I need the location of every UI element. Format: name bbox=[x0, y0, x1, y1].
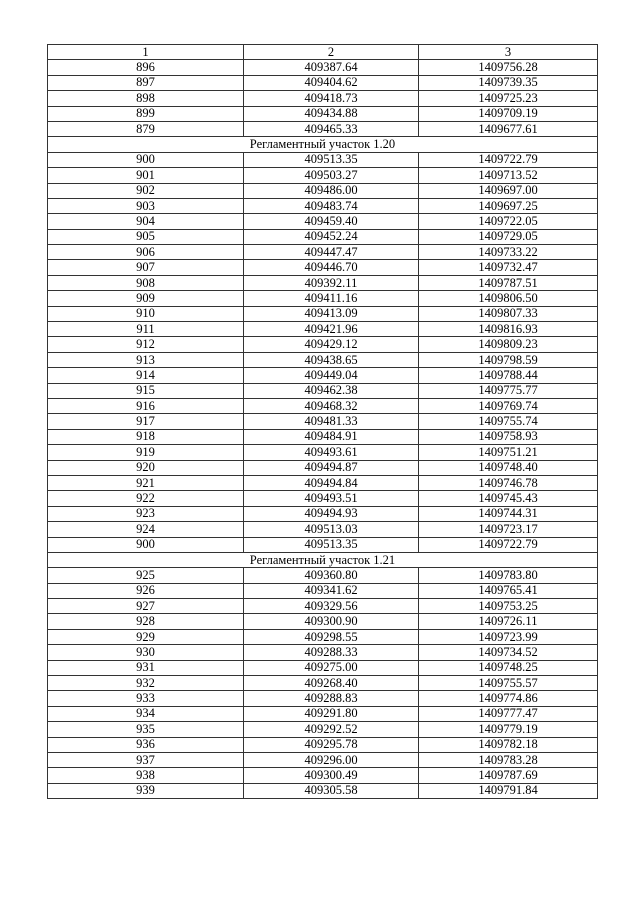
x-coordinate-cell: 409493.51 bbox=[244, 491, 419, 506]
table-row bbox=[48, 152, 598, 167]
x-coordinate-cell: 409404.62 bbox=[244, 75, 419, 90]
table-row bbox=[48, 737, 598, 752]
table-row bbox=[48, 691, 598, 706]
table-row bbox=[48, 537, 598, 552]
y-coordinate-cell: 1409798.59 bbox=[419, 352, 598, 367]
x-coordinate-cell: 409483.74 bbox=[244, 198, 419, 213]
table-row bbox=[48, 198, 598, 213]
table-body bbox=[48, 45, 598, 799]
table-row bbox=[48, 614, 598, 629]
point-number-cell: 932 bbox=[48, 676, 244, 691]
point-number-cell: 929 bbox=[48, 629, 244, 644]
point-number-cell: 913 bbox=[48, 352, 244, 367]
x-coordinate-cell: 409341.62 bbox=[244, 583, 419, 598]
y-coordinate-cell: 1409677.61 bbox=[419, 121, 598, 136]
point-number-cell: 910 bbox=[48, 306, 244, 321]
point-number-cell: 905 bbox=[48, 229, 244, 244]
x-coordinate-cell: 409275.00 bbox=[244, 660, 419, 675]
y-coordinate-cell: 1409751.21 bbox=[419, 445, 598, 460]
x-coordinate-cell: 409484.91 bbox=[244, 429, 419, 444]
table-row bbox=[48, 368, 598, 383]
x-coordinate-cell: 409291.80 bbox=[244, 706, 419, 721]
point-number-cell: 904 bbox=[48, 214, 244, 229]
x-coordinate-cell: 409446.70 bbox=[244, 260, 419, 275]
y-coordinate-cell: 1409722.79 bbox=[419, 537, 598, 552]
table-row bbox=[48, 60, 598, 75]
section-row bbox=[48, 552, 598, 567]
x-coordinate-cell: 409513.35 bbox=[244, 152, 419, 167]
y-coordinate-cell: 1409745.43 bbox=[419, 491, 598, 506]
y-coordinate-cell: 1409787.69 bbox=[419, 768, 598, 783]
table-row bbox=[48, 599, 598, 614]
x-coordinate-cell: 409288.33 bbox=[244, 645, 419, 660]
table-row bbox=[48, 645, 598, 660]
table-row bbox=[48, 214, 598, 229]
table-row bbox=[48, 522, 598, 537]
x-coordinate-cell: 409459.40 bbox=[244, 214, 419, 229]
table-row bbox=[48, 121, 598, 136]
x-coordinate-cell: 409288.83 bbox=[244, 691, 419, 706]
column-header-3: 3 bbox=[419, 45, 598, 60]
y-coordinate-cell: 1409722.05 bbox=[419, 214, 598, 229]
x-coordinate-cell: 409468.32 bbox=[244, 398, 419, 413]
point-number-cell: 918 bbox=[48, 429, 244, 444]
table-row bbox=[48, 75, 598, 90]
x-coordinate-cell: 409462.38 bbox=[244, 383, 419, 398]
point-number-cell: 917 bbox=[48, 414, 244, 429]
y-coordinate-cell: 1409722.79 bbox=[419, 152, 598, 167]
y-coordinate-cell: 1409723.17 bbox=[419, 522, 598, 537]
table-row bbox=[48, 337, 598, 352]
point-number-cell: 897 bbox=[48, 75, 244, 90]
point-number-cell: 914 bbox=[48, 368, 244, 383]
y-coordinate-cell: 1409734.52 bbox=[419, 645, 598, 660]
x-coordinate-cell: 409268.40 bbox=[244, 676, 419, 691]
point-number-cell: 909 bbox=[48, 291, 244, 306]
y-coordinate-cell: 1409756.28 bbox=[419, 60, 598, 75]
table-row bbox=[48, 783, 598, 798]
point-number-cell: 900 bbox=[48, 152, 244, 167]
y-coordinate-cell: 1409774.86 bbox=[419, 691, 598, 706]
table-row bbox=[48, 475, 598, 490]
point-number-cell: 919 bbox=[48, 445, 244, 460]
y-coordinate-cell: 1409744.31 bbox=[419, 506, 598, 521]
point-number-cell: 906 bbox=[48, 245, 244, 260]
y-coordinate-cell: 1409723.99 bbox=[419, 629, 598, 644]
x-coordinate-cell: 409411.16 bbox=[244, 291, 419, 306]
x-coordinate-cell: 409452.24 bbox=[244, 229, 419, 244]
point-number-cell: 939 bbox=[48, 783, 244, 798]
y-coordinate-cell: 1409779.19 bbox=[419, 722, 598, 737]
point-number-cell: 927 bbox=[48, 599, 244, 614]
table-row bbox=[48, 183, 598, 198]
table-row bbox=[48, 752, 598, 767]
x-coordinate-cell: 409298.55 bbox=[244, 629, 419, 644]
y-coordinate-cell: 1409753.25 bbox=[419, 599, 598, 614]
y-coordinate-cell: 1409777.47 bbox=[419, 706, 598, 721]
y-coordinate-cell: 1409755.74 bbox=[419, 414, 598, 429]
point-number-cell: 920 bbox=[48, 460, 244, 475]
y-coordinate-cell: 1409791.84 bbox=[419, 783, 598, 798]
y-coordinate-cell: 1409816.93 bbox=[419, 322, 598, 337]
table-row bbox=[48, 676, 598, 691]
point-number-cell: 930 bbox=[48, 645, 244, 660]
point-number-cell: 926 bbox=[48, 583, 244, 598]
point-number-cell: 903 bbox=[48, 198, 244, 213]
point-number-cell: 921 bbox=[48, 475, 244, 490]
y-coordinate-cell: 1409809.23 bbox=[419, 337, 598, 352]
table-row bbox=[48, 722, 598, 737]
x-coordinate-cell: 409434.88 bbox=[244, 106, 419, 121]
x-coordinate-cell: 409481.33 bbox=[244, 414, 419, 429]
point-number-cell: 924 bbox=[48, 522, 244, 537]
x-coordinate-cell: 409421.96 bbox=[244, 322, 419, 337]
x-coordinate-cell: 409513.35 bbox=[244, 537, 419, 552]
point-number-cell: 900 bbox=[48, 537, 244, 552]
table-row bbox=[48, 583, 598, 598]
column-header-2: 2 bbox=[244, 45, 419, 60]
section-title: Регламентный участок 1.21 bbox=[48, 552, 598, 567]
y-coordinate-cell: 1409733.22 bbox=[419, 245, 598, 260]
y-coordinate-cell: 1409758.93 bbox=[419, 429, 598, 444]
point-number-cell: 908 bbox=[48, 275, 244, 290]
point-number-cell: 928 bbox=[48, 614, 244, 629]
table-row bbox=[48, 229, 598, 244]
table-row bbox=[48, 291, 598, 306]
y-coordinate-cell: 1409732.47 bbox=[419, 260, 598, 275]
table-row bbox=[48, 398, 598, 413]
y-coordinate-cell: 1409775.77 bbox=[419, 383, 598, 398]
x-coordinate-cell: 409494.87 bbox=[244, 460, 419, 475]
y-coordinate-cell: 1409755.57 bbox=[419, 676, 598, 691]
x-coordinate-cell: 409493.61 bbox=[244, 445, 419, 460]
y-coordinate-cell: 1409739.35 bbox=[419, 75, 598, 90]
point-number-cell: 915 bbox=[48, 383, 244, 398]
x-coordinate-cell: 409449.04 bbox=[244, 368, 419, 383]
y-coordinate-cell: 1409709.19 bbox=[419, 106, 598, 121]
x-coordinate-cell: 409305.58 bbox=[244, 783, 419, 798]
x-coordinate-cell: 409418.73 bbox=[244, 91, 419, 106]
table-row bbox=[48, 414, 598, 429]
y-coordinate-cell: 1409782.18 bbox=[419, 737, 598, 752]
y-coordinate-cell: 1409769.74 bbox=[419, 398, 598, 413]
table-row bbox=[48, 306, 598, 321]
table-row bbox=[48, 429, 598, 444]
table-row bbox=[48, 768, 598, 783]
point-number-cell: 922 bbox=[48, 491, 244, 506]
x-coordinate-cell: 409387.64 bbox=[244, 60, 419, 75]
point-number-cell: 912 bbox=[48, 337, 244, 352]
point-number-cell: 899 bbox=[48, 106, 244, 121]
x-coordinate-cell: 409300.49 bbox=[244, 768, 419, 783]
point-number-cell: 901 bbox=[48, 168, 244, 183]
y-coordinate-cell: 1409783.80 bbox=[419, 568, 598, 583]
x-coordinate-cell: 409413.09 bbox=[244, 306, 419, 321]
x-coordinate-cell: 409292.52 bbox=[244, 722, 419, 737]
x-coordinate-cell: 409329.56 bbox=[244, 599, 419, 614]
y-coordinate-cell: 1409787.51 bbox=[419, 275, 598, 290]
y-coordinate-cell: 1409806.50 bbox=[419, 291, 598, 306]
x-coordinate-cell: 409300.90 bbox=[244, 614, 419, 629]
table-row bbox=[48, 245, 598, 260]
table-row bbox=[48, 506, 598, 521]
table-row bbox=[48, 445, 598, 460]
y-coordinate-cell: 1409765.41 bbox=[419, 583, 598, 598]
x-coordinate-cell: 409494.93 bbox=[244, 506, 419, 521]
y-coordinate-cell: 1409748.25 bbox=[419, 660, 598, 675]
y-coordinate-cell: 1409697.25 bbox=[419, 198, 598, 213]
point-number-cell: 925 bbox=[48, 568, 244, 583]
point-number-cell: 936 bbox=[48, 737, 244, 752]
table-row bbox=[48, 706, 598, 721]
y-coordinate-cell: 1409788.44 bbox=[419, 368, 598, 383]
y-coordinate-cell: 1409783.28 bbox=[419, 752, 598, 767]
x-coordinate-cell: 409447.47 bbox=[244, 245, 419, 260]
y-coordinate-cell: 1409746.78 bbox=[419, 475, 598, 490]
point-number-cell: 896 bbox=[48, 60, 244, 75]
point-number-cell: 931 bbox=[48, 660, 244, 675]
y-coordinate-cell: 1409725.23 bbox=[419, 91, 598, 106]
section-title: Регламентный участок 1.20 bbox=[48, 137, 598, 152]
x-coordinate-cell: 409513.03 bbox=[244, 522, 419, 537]
coordinates-table bbox=[47, 44, 598, 799]
y-coordinate-cell: 1409713.52 bbox=[419, 168, 598, 183]
point-number-cell: 902 bbox=[48, 183, 244, 198]
table-row bbox=[48, 568, 598, 583]
table-row bbox=[48, 460, 598, 475]
point-number-cell: 916 bbox=[48, 398, 244, 413]
x-coordinate-cell: 409392.11 bbox=[244, 275, 419, 290]
x-coordinate-cell: 409360.80 bbox=[244, 568, 419, 583]
table-row bbox=[48, 322, 598, 337]
x-coordinate-cell: 409438.65 bbox=[244, 352, 419, 367]
table-row bbox=[48, 491, 598, 506]
table-row bbox=[48, 660, 598, 675]
y-coordinate-cell: 1409729.05 bbox=[419, 229, 598, 244]
table-row bbox=[48, 168, 598, 183]
y-coordinate-cell: 1409807.33 bbox=[419, 306, 598, 321]
x-coordinate-cell: 409503.27 bbox=[244, 168, 419, 183]
y-coordinate-cell: 1409748.40 bbox=[419, 460, 598, 475]
y-coordinate-cell: 1409726.11 bbox=[419, 614, 598, 629]
document-page bbox=[47, 44, 597, 799]
y-coordinate-cell: 1409697.00 bbox=[419, 183, 598, 198]
x-coordinate-cell: 409429.12 bbox=[244, 337, 419, 352]
point-number-cell: 898 bbox=[48, 91, 244, 106]
point-number-cell: 937 bbox=[48, 752, 244, 767]
section-row bbox=[48, 137, 598, 152]
x-coordinate-cell: 409295.78 bbox=[244, 737, 419, 752]
point-number-cell: 934 bbox=[48, 706, 244, 721]
point-number-cell: 935 bbox=[48, 722, 244, 737]
point-number-cell: 907 bbox=[48, 260, 244, 275]
x-coordinate-cell: 409296.00 bbox=[244, 752, 419, 767]
x-coordinate-cell: 409494.84 bbox=[244, 475, 419, 490]
header-row bbox=[48, 45, 598, 60]
table-row bbox=[48, 275, 598, 290]
table-row bbox=[48, 260, 598, 275]
column-header-1: 1 bbox=[48, 45, 244, 60]
table-row bbox=[48, 629, 598, 644]
table-row bbox=[48, 91, 598, 106]
table-row bbox=[48, 383, 598, 398]
x-coordinate-cell: 409486.00 bbox=[244, 183, 419, 198]
point-number-cell: 879 bbox=[48, 121, 244, 136]
x-coordinate-cell: 409465.33 bbox=[244, 121, 419, 136]
point-number-cell: 911 bbox=[48, 322, 244, 337]
table-row bbox=[48, 352, 598, 367]
point-number-cell: 938 bbox=[48, 768, 244, 783]
point-number-cell: 933 bbox=[48, 691, 244, 706]
table-row bbox=[48, 106, 598, 121]
point-number-cell: 923 bbox=[48, 506, 244, 521]
